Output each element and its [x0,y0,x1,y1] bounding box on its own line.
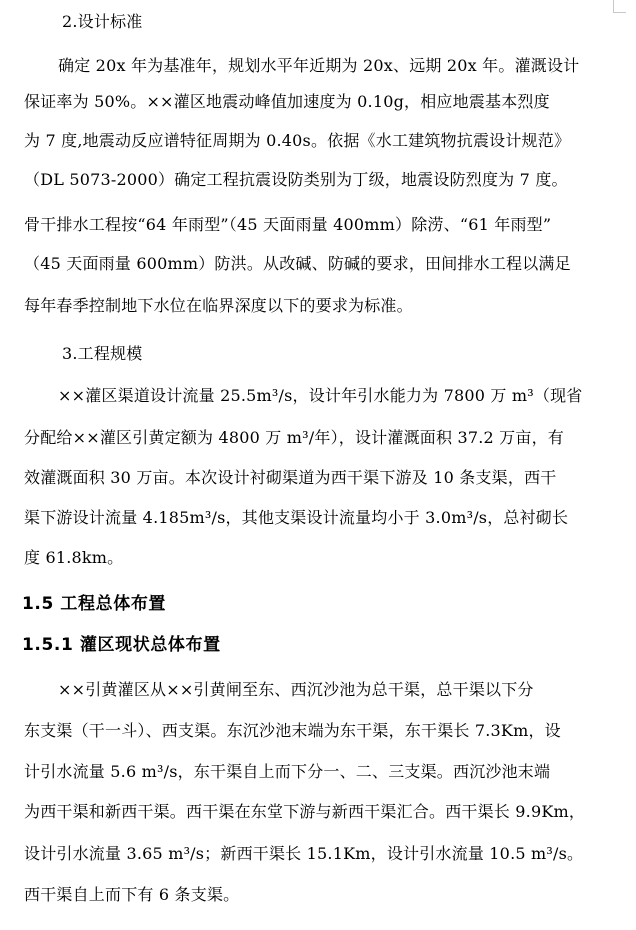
paragraph-line: 效灌溉面积 30 万亩。本次设计衬砌渠道为西干渠下游及 10 条支渠，西干 [24,468,557,487]
heading-current-layout: 1.5.1 灌区现状总体布置 [22,635,221,655]
paragraph-line: 为 7 度,地震动反应谱特征周期为 0.40s。依据《水工建筑物抗震设计规范》 [24,131,571,150]
heading-overall-layout: 1.5 工程总体布置 [22,594,167,614]
paragraph-line: 每年春季控制地下水位在临界深度以下的要求为标准。 [24,296,413,315]
paragraph-line: 渠下游设计流量 4.185m³/s，其他支渠设计流量均小于 3.0m³/s，总衬砌长 [24,508,569,527]
paragraph-line: 设计引水流量 3.65 m³/s；新西干渠长 15.1Km，设计引水流量 10.5 m³/s。 [24,844,584,863]
paragraph-line: 骨干排水工程按“64 年雨型”（45 天面雨量 400mm）除涝、“61 年雨型” [24,215,552,234]
paragraph-line: 度 61.8km。 [24,548,124,567]
heading-project-scale: 3.工程规模 [62,344,143,363]
heading-design-standard: 2.设计标准 [62,12,143,31]
paragraph-line: 确定 20x 年为基准年，规划水平年近期为 20x、远期 20x 年。灌溉设计 [58,56,580,75]
paragraph-line: （DL 5073-2000）确定工程抗震设防类别为丁级，地震设防烈度为 7 度。 [24,170,568,189]
paragraph-line: 西干渠自上而下有 6 条支渠。 [24,885,240,904]
paragraph-line: ××灌区渠道设计流量 25.5m³/s，设计年引水能力为 7800 万 m³（现省 [58,386,583,405]
paragraph-line: 计引水流量 5.6 m³/s，东干渠自上而下分一、二、三支渠。西沉沙池末端 [24,762,551,781]
paragraph-line: 分配给××灌区引黄定额为 4800 万 m³/年），设计灌溉面积 37.2 万亩，有 [24,428,564,447]
paragraph-line: （45 天面雨量 600mm）防洪。从改碱、防碱的要求，田间排水工程以满足 [24,254,571,273]
paragraph-line: 保证率为 50%。××灌区地震动峰值加速度为 0.10g，相应地震基本烈度 [24,92,550,111]
paragraph-line: 东支渠（干一斗）、西支渠。东沉沙池末端为东干渠，东干渠长 7.3Km，设 [24,721,561,740]
paragraph-line: ××引黄灌区从××引黄闸至东、西沉沙池为总干渠，总干渠以下分 [58,680,534,699]
paragraph-line: 为西干渠和新西干渠。西干渠在东堂下游与新西干渠汇合。西干渠长 9.9Km， [24,802,586,821]
